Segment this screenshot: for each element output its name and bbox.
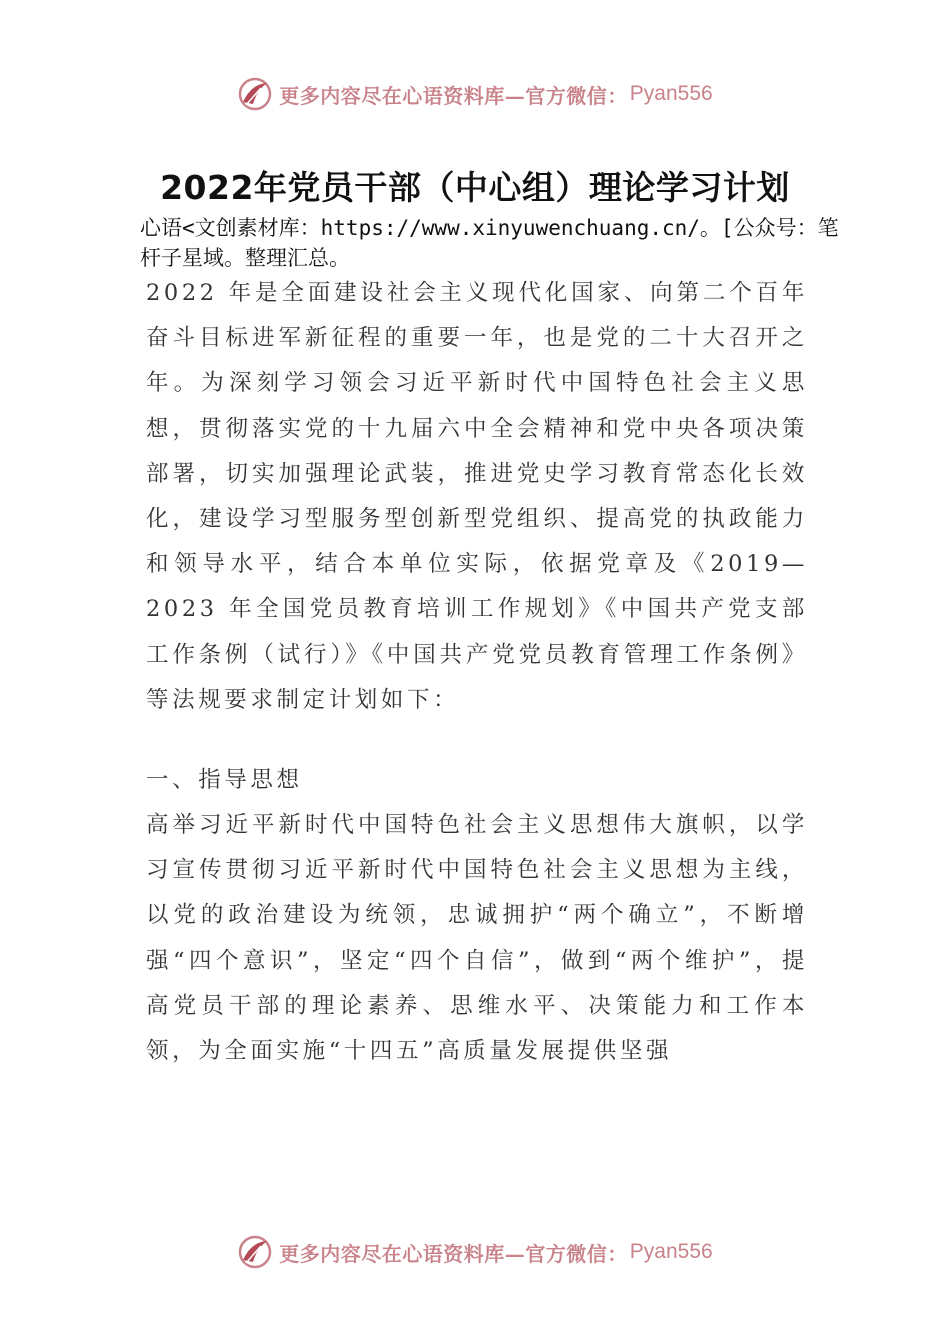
footer-watermark-banner	[0, 1230, 950, 1274]
header-watermark-banner	[0, 72, 950, 116]
banner-text: 更多内容尽在心语资料库—官方微信：	[279, 1241, 628, 1266]
banner-wechat-handle: Pyan556	[629, 82, 713, 105]
brand-logo-icon	[237, 1234, 273, 1270]
banner-wechat-handle: Pyan556	[629, 1240, 713, 1263]
source-line: 心语<文创素材库：https://www.xinyuwenchuang.cn/。[公众号：笔杆子星域。整理汇总。	[140, 216, 839, 270]
section-heading	[146, 758, 808, 803]
intro-paragraph	[146, 271, 808, 723]
section-heading-text: 一、指导思想	[146, 767, 303, 793]
banner-text: 更多内容尽在心语资料库—官方微信：	[279, 83, 628, 108]
brand-logo-icon	[237, 76, 273, 112]
guiding-ideology-paragraph	[146, 803, 808, 1074]
guiding-ideology-text: 高举习近平新时代中国特色社会主义思想伟大旗帜，以学习宣传贯彻习近平新时代中国特色社会主义思想为主线，以党的政治建设为统领，忠诚拥护“两个确立”，不断增强“四个意识”，坚定“四个自信”，做到“两个维护”，提高党员干部的理论素养、思维水平、决策能力和工作本领，为全面实施“十四五”高质量发展提供坚强	[146, 812, 808, 1065]
document-title: 2022年党员干部（中心组）理论学习计划	[160, 168, 790, 207]
intro-text: 2022 年是全面建设社会主义现代化国家、向第二个百年奋斗目标进军新征程的重要一年，也是党的二十大召开之年。为深刻学习领会习近平新时代中国特色社会主义思想，贯彻落实党的十九届六中全会精神和党中央各项决策部署，切实加强理论武装，推进党史学习教育常态化长效化，建设学习型服务型创新型党组织、提高党的执政能力和领导水平，结合本单位实际，依据党章及《2019—2023 年全国党员教育培训工作规划》《中国共产党支部工作条例（试行）》《中国共产党党员教育管理工作条例》等法规要求制定计划如下：	[146, 280, 808, 713]
